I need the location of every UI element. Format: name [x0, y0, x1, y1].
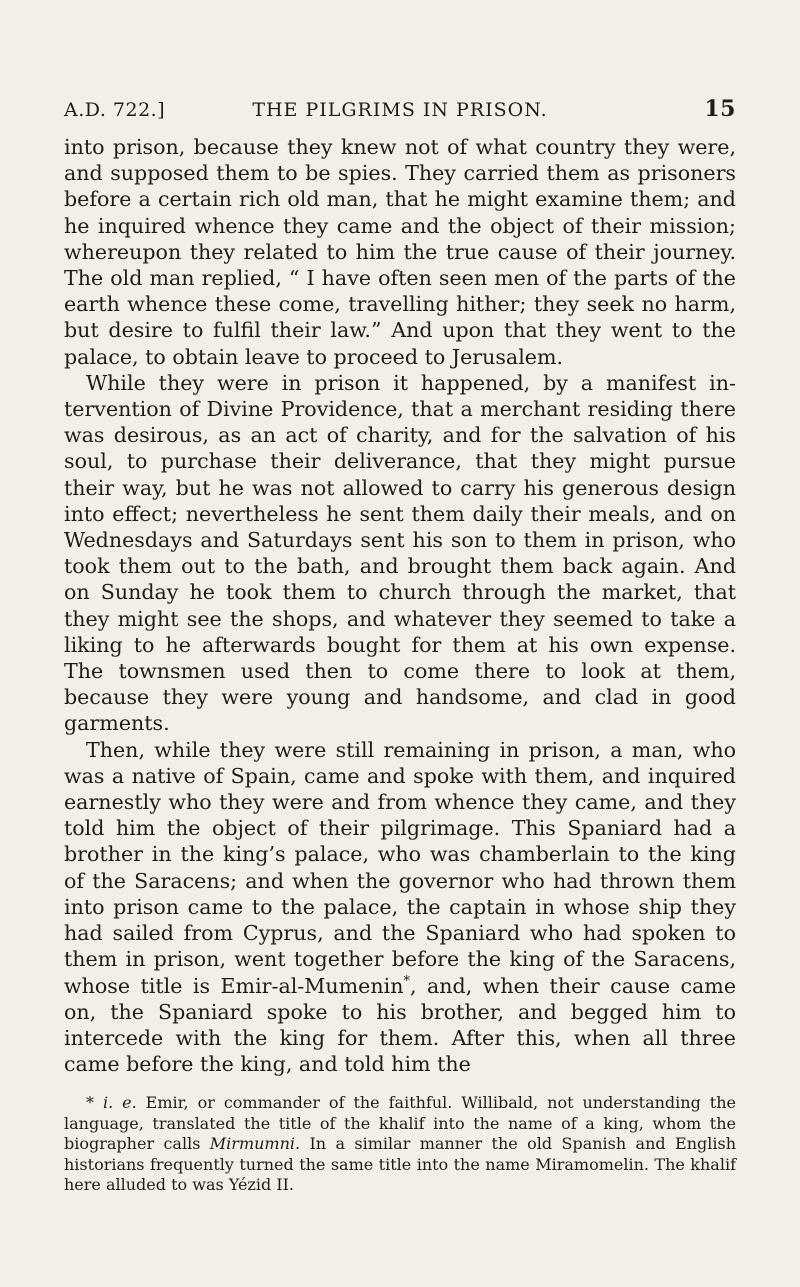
- running-head: [64, 96, 736, 126]
- paragraph: [64, 737, 736, 1078]
- paragraph-text: Then, while they were still remaining in prison, a man, who was a native of Spain, came and spoke with them, and inquired earnestly who they were and from whence they came, and they told him the object of their pilgrimage. This Spaniard had a brother in the king’s palace, who was chamberlain to the king of the Saracens; and when the governor who had thrown them into prison came to the palace, the captain in whose ship they had sailed from Cyprus, and the Spaniard who had spoken to them in prison, went together before the king of the Saracens, whose title is Emir-al-Mumenin: [64, 737, 736, 998]
- footnote-mark: *: [86, 1093, 94, 1113]
- footnote: [64, 1093, 736, 1196]
- page-number: 15: [704, 96, 736, 122]
- footnote-term: Mirmumni.: [209, 1134, 301, 1154]
- paragraph: into prison, because they knew not of what country they were, and supposed them to be spies. They carried them as prisoners before a certain rich old man, that he might examine them; and he inquired whence they came and the object of their mission; whereupon they related to him the true cause of their journey. The old man replied, “ I have often seen men of the parts of the earth whence these come, travelling hither; they seek no harm, but desire to fulfil their law.” And upon that they went to the palace, to obtain leave to proceed to Jerusalem.: [64, 135, 736, 369]
- body-text: [64, 134, 736, 1077]
- footnote-text: [64, 1093, 736, 1196]
- footnote-reference: *: [403, 973, 410, 989]
- footnote-body: In a similar manner the old Spanish and English historians frequently turned the same title into the name Miramomelin. The khalif here alluded to was Yézid II.: [64, 1134, 737, 1195]
- footnote-body: Emir, or commander of the faithful. Willibald, not understanding the language, translated the title of the khalif into the name of a king, whom the biographer calls: [64, 1093, 737, 1154]
- footnote-abbrev: i. e.: [102, 1093, 137, 1113]
- running-head-title: THE PILGRIMS IN PRISON.: [252, 99, 548, 121]
- running-head-date: A.D. 722.]: [64, 99, 166, 121]
- paragraph-text: , and, when their cause came on, the Spaniard spoke to his brother, and begged him to intercede with the king for them. After this, when all three came before the king, and told him the: [64, 973, 737, 1077]
- paragraph: While they were in prison it happened, by a manifest intervention of Divine Providence, that a merchant residing there was desirous, as an act of charity, and for the salvation of his soul, to purchase their deliverance, that they might pursue their way, but he was not allowed to carry his generous design into effect; nevertheless he sent them daily their meals, and on Wednesdays and Saturdays sent his son to them in prison, who took them out to the bath, and brought them back again. And on Sunday he took them to church through the market, that they might see the shops, and whatever they seemed to take a liking to he afterwards bought for them at his own expense. The townsmen used then to come there to look at them, because they were young and handsome, and clad in good garments.: [64, 370, 736, 736]
- book-page: [64, 96, 736, 1196]
